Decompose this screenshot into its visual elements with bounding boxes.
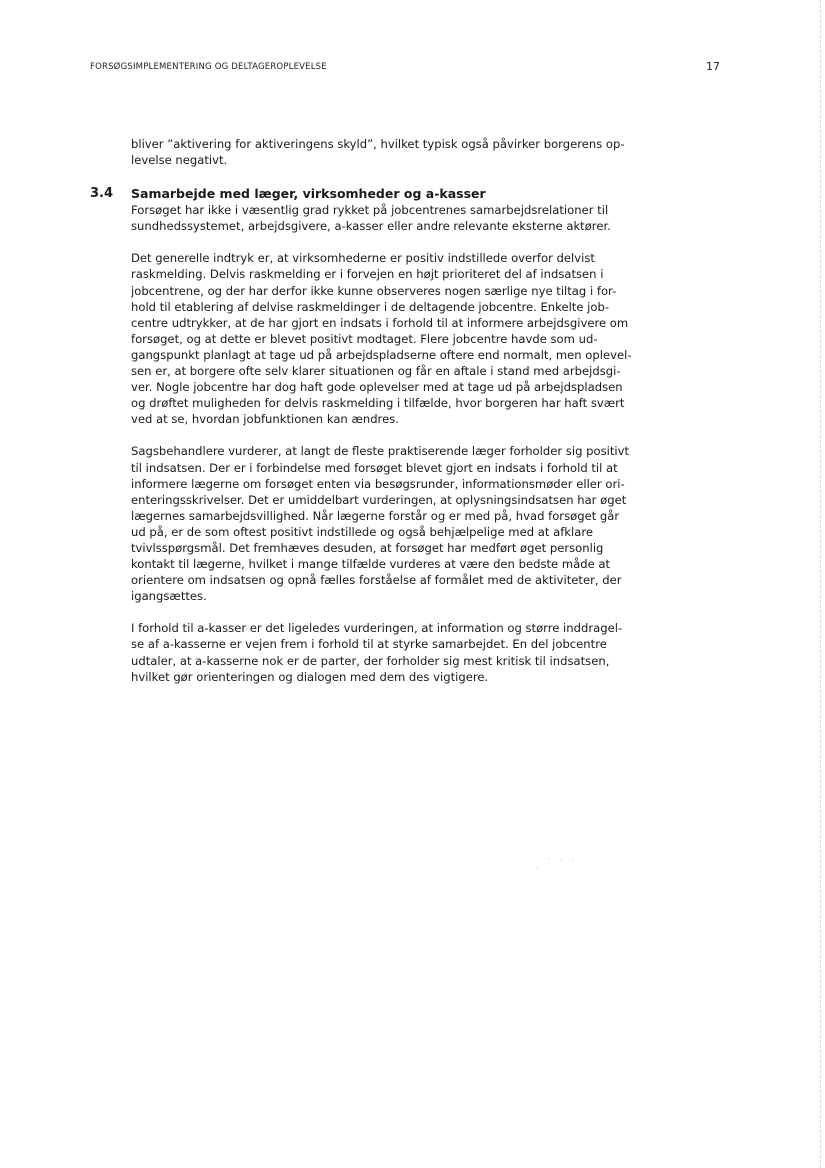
scan-speck: · <box>572 857 575 865</box>
section-3-4 <box>90 186 651 685</box>
scan-speck: · <box>560 856 563 864</box>
scan-speck: . <box>536 862 539 870</box>
section-paragraph: Det generelle indtryk er, at virksomhederne er positiv indstillede overfor delvist raskmelding. Delvis raskmelding er i forvejen en højt prioriteret del af indsatsen i jobcentrene, og der har derfor ikke kunne observeres nogen særlige nye tiltag i for- hold til etablering af delvise raskmeldinger i de deltagende jobcentre. Enkelte job- centre udtrykker, at de har gjort en indsats i forhold til at informere arbejdsgivere om forsøget, og at dette er blevet positivt modtaget. Flere jobcentre havde som ud- gangspunkt planlagt at tage ud på arbejdspladserne oftere end normalt, men oplevel- sen er, at borgere ofte selv klarer situationen og får en aftale i stand med arbejdsgi- ver. Nogle jobcentre har dog haft gode oplevelser med at tage ud på arbejdspladsen og drøftet muligheden for delvis raskmelding i tilfælde, hvor borgeren har haft svært ved at se, hvordan jobfunktionen kan ændres. <box>131 251 632 427</box>
section-title: Samarbejde med læger, virksomheder og a-kasser <box>131 186 486 202</box>
page-number: 17 <box>706 60 720 73</box>
section-paragraph: Forsøget har ikke i væsentlig grad rykket på jobcentrenes samarbejdsrelationer til sundhedssystemet, arbejdsgivere, a-kasser eller andre relevante eksterne aktører. <box>131 203 611 234</box>
page-edge-border <box>819 0 821 1168</box>
running-header: FORSØGSIMPLEMENTERING OG DELTAGEROPLEVELSE <box>90 62 327 72</box>
body-text <box>90 136 651 685</box>
scan-speck: · <box>548 855 551 863</box>
section-number: 3.4 <box>90 186 114 202</box>
intro-paragraph: bliver ”aktivering for aktiveringens skyld”, hvilket typisk også påvirker borgerens op- levelse negativt. <box>131 137 625 168</box>
section-paragraph: Sagsbehandlere vurderer, at langt de fleste praktiserende læger forholder sig positivt til indsatsen. Der er i forbindelse med forsøget blevet gjort en indsats i forhold til at informere lægerne om forsøget enten via besøgsrunder, informationsmøder eller ori- enteringsskrivelser. Det er umiddelbart vurderingen, at oplysningsindsatsen har øget lægernes samarbejdsvillighed. Når lægerne forstår og er med på, hvad forsøget går ud på, er de som oftest positivt indstillede og også behjælpelige med at afklare tvivlsspørgsmål. Det fremhæves desuden, at forsøget har medført øget personlig kontakt til lægerne, hvilket i mange tilfælde vurderes at være den bedste måde at orientere om indsatsen og opnå fælles forståelse af formålet med de aktiviteter, der igangsættes. <box>131 444 630 604</box>
section-paragraph: I forhold til a-kasser er det ligeledes vurderingen, at information og større inddragel- se af a-kasserne er vejen frem i forhold til at styrke samarbejdet. En del jobcentre udtaler, at a-kasserne nok er de parter, der forholder sig mest kritisk til indsatsen, hvilket gør orienteringen og dialogen med dem des vigtigere. <box>131 621 623 684</box>
